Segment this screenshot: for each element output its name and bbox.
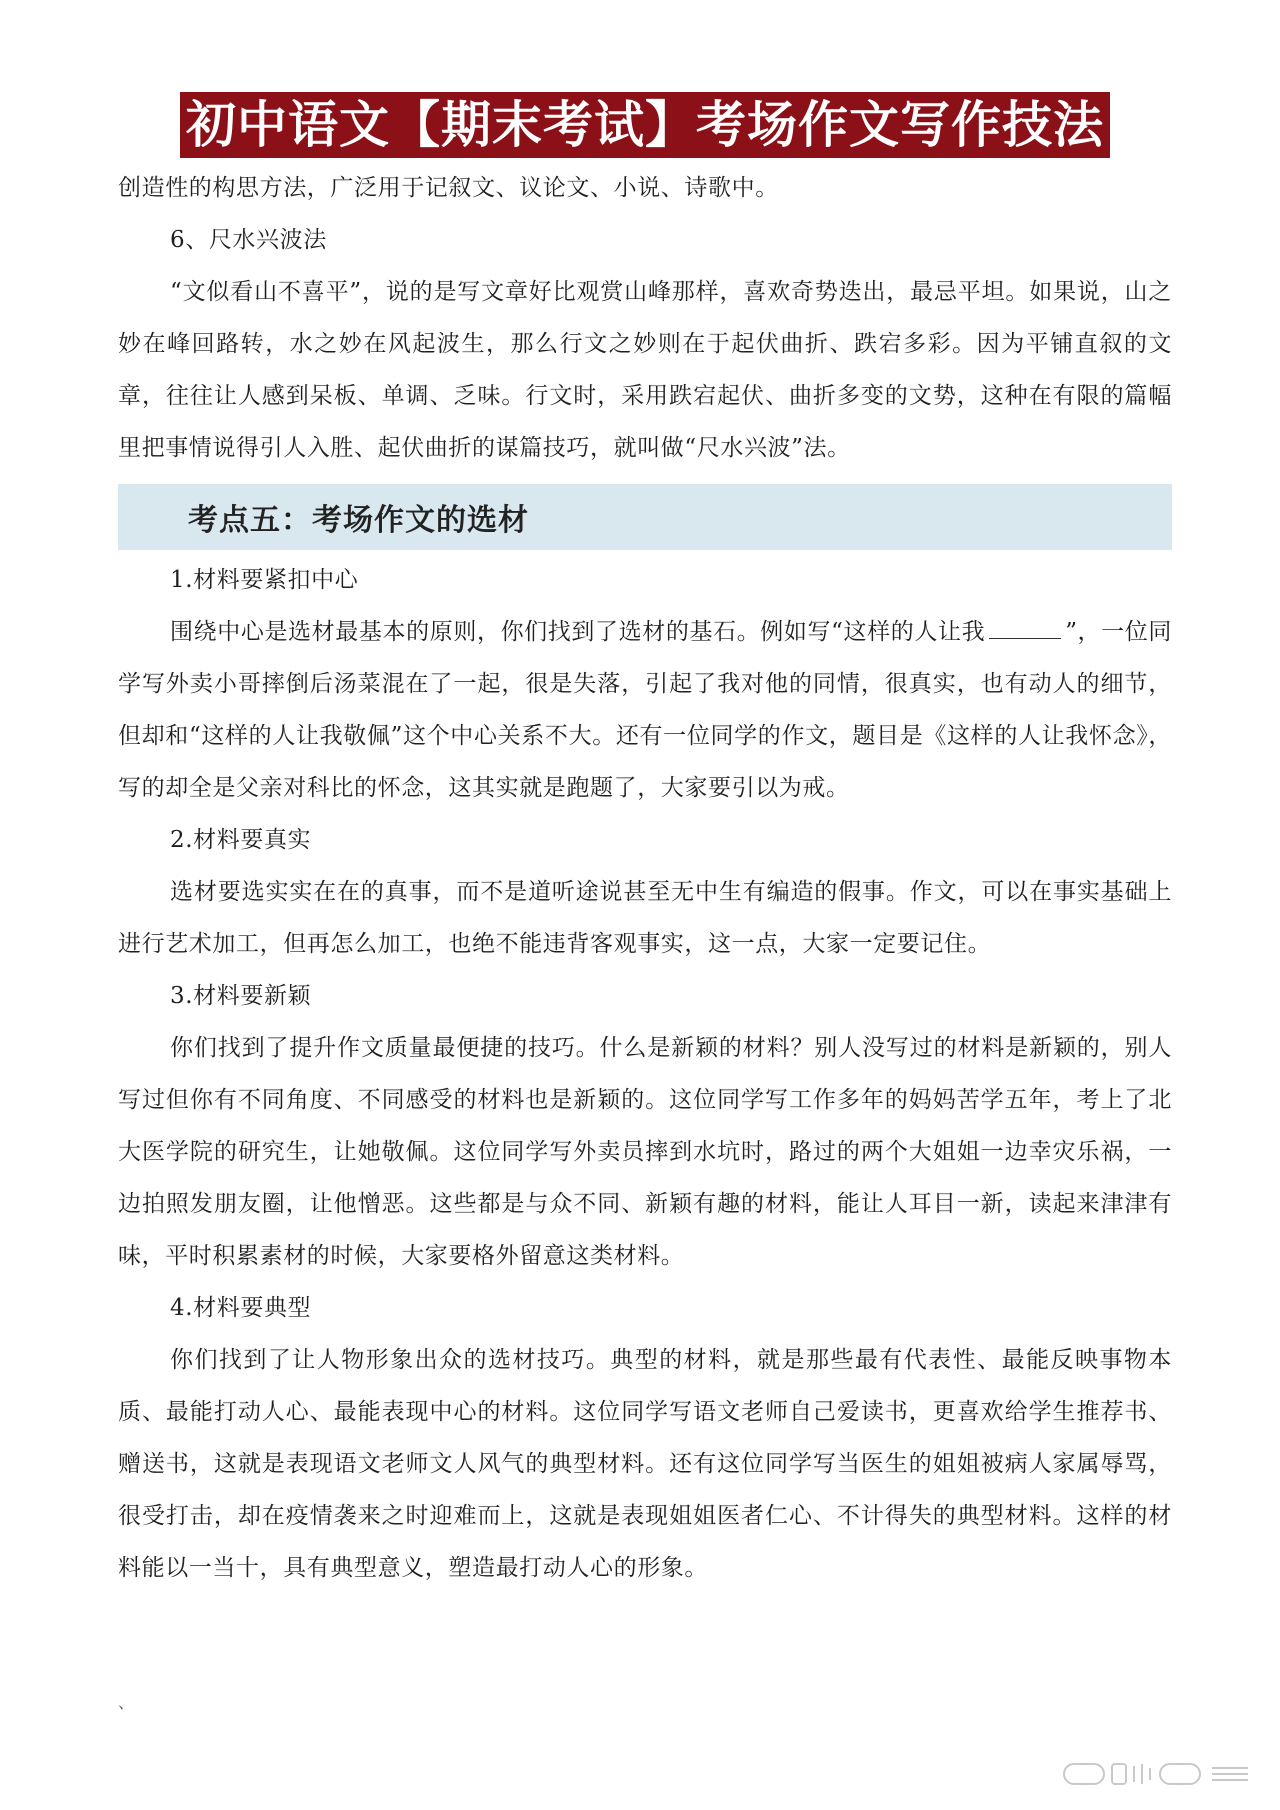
item-4-body: 你们找到了让人物形象出众的选材技巧。典型的材料，就是那些最有代表性、最能反映事物本质、最能打动人心、最能表现中心的材料。这位同学写语文老师自己爱读书，更喜欢给学生推荐书、赠送书，这就是表现语文老师文人风气的典型材料。还有这位同学写当医生的姐姐被病人家属辱骂，很受打击，却在疫情袭来之时迎难而上，这就是表现姐姐医者仁心、不计得失的典型材料。这样的材料能以一当十，具有典型意义，塑造最打动人心的形象。	[118, 1347, 1172, 1581]
item-3-title: 3.材料要新颖	[170, 983, 312, 1009]
stray-mark: 、	[118, 1693, 135, 1712]
title-banner-wrap	[118, 92, 1172, 162]
item-1-title: 1.材料要紧扣中心	[170, 567, 359, 593]
item-3-body: 你们找到了提升作文质量最便捷的技巧。什么是新颖的材料？别人没写过的材料是新颖的，别人写过但你有不同角度、不同感受的材料也是新颖的。这位同学写工作多年的妈妈苦学五年，考上了北大医学院的研究生，让她敬佩。这位同学写外卖员摔到水坑时，路过的两个大姐姐一边幸灾乐祸，一边拍照发朋友圈，让他憎恶。这些都是与众不同、新颖有趣的材料，能让人耳目一新，读起来津津有味，平时积累素材的时候，大家要格外留意这类材料。	[118, 1035, 1172, 1269]
intro-continuation: 创造性的构思方法，广泛用于记叙文、议论文、小说、诗歌中。	[118, 175, 779, 201]
method-body: “文似看山不喜平”，说的是写文章好比观赏山峰那样，喜欢奇势迭出，最忌平坦。如果说，山之妙在峰回路转，水之妙在风起波生，那么行文之妙则在于起伏曲折、跌宕多彩。因为平铺直叙的文章，往往让人感到呆板、单调、乏味。行文时，采用跌宕起伏、曲折多变的文势，这种在有限的篇幅里把事情说得引人入胜、起伏曲折的谋篇技巧，就叫做“尺水兴波”法。	[118, 279, 1172, 461]
item-1-body-part1: 围绕中心是选材最基本的原则，你们找到了选材的基石。例如写“这样的人让我	[170, 619, 986, 645]
method-title: 6、尺水兴波法	[170, 227, 327, 253]
document-page	[118, 0, 1172, 1594]
section-heading: 考点五：考场作文的选材	[188, 503, 529, 538]
title-banner: 初中语文【期末考试】考场作文写作技法	[180, 92, 1110, 158]
item-2-title: 2.材料要真实	[170, 827, 312, 853]
section-heading-bar	[118, 484, 1172, 550]
watermark-logo-icon	[1062, 1760, 1252, 1788]
item-1-body	[118, 606, 1172, 814]
item-2-body: 选材要选实实在在的真事，而不是道听途说甚至无中生有编造的假事。作文，可以在事实基础上进行艺术加工，但再怎么加工，也绝不能违背客观事实，这一点，大家一定要记住。	[118, 879, 1172, 957]
fill-in-blank	[989, 620, 1061, 639]
item-4-title: 4.材料要典型	[170, 1295, 312, 1321]
item-1-body-part2: ”，一位同学写外卖小哥摔倒后汤菜混在了一起，很是失落，引起了我对他的同情，很真实，也有动人的细节，但却和“这样的人让我敬佩”这个中心关系不大。还有一位同学的作文，题目是《这样的人让我怀念》，写的却全是父亲对科比的怀念，这其实就是跑题了，大家要引以为戒。	[118, 619, 1172, 801]
